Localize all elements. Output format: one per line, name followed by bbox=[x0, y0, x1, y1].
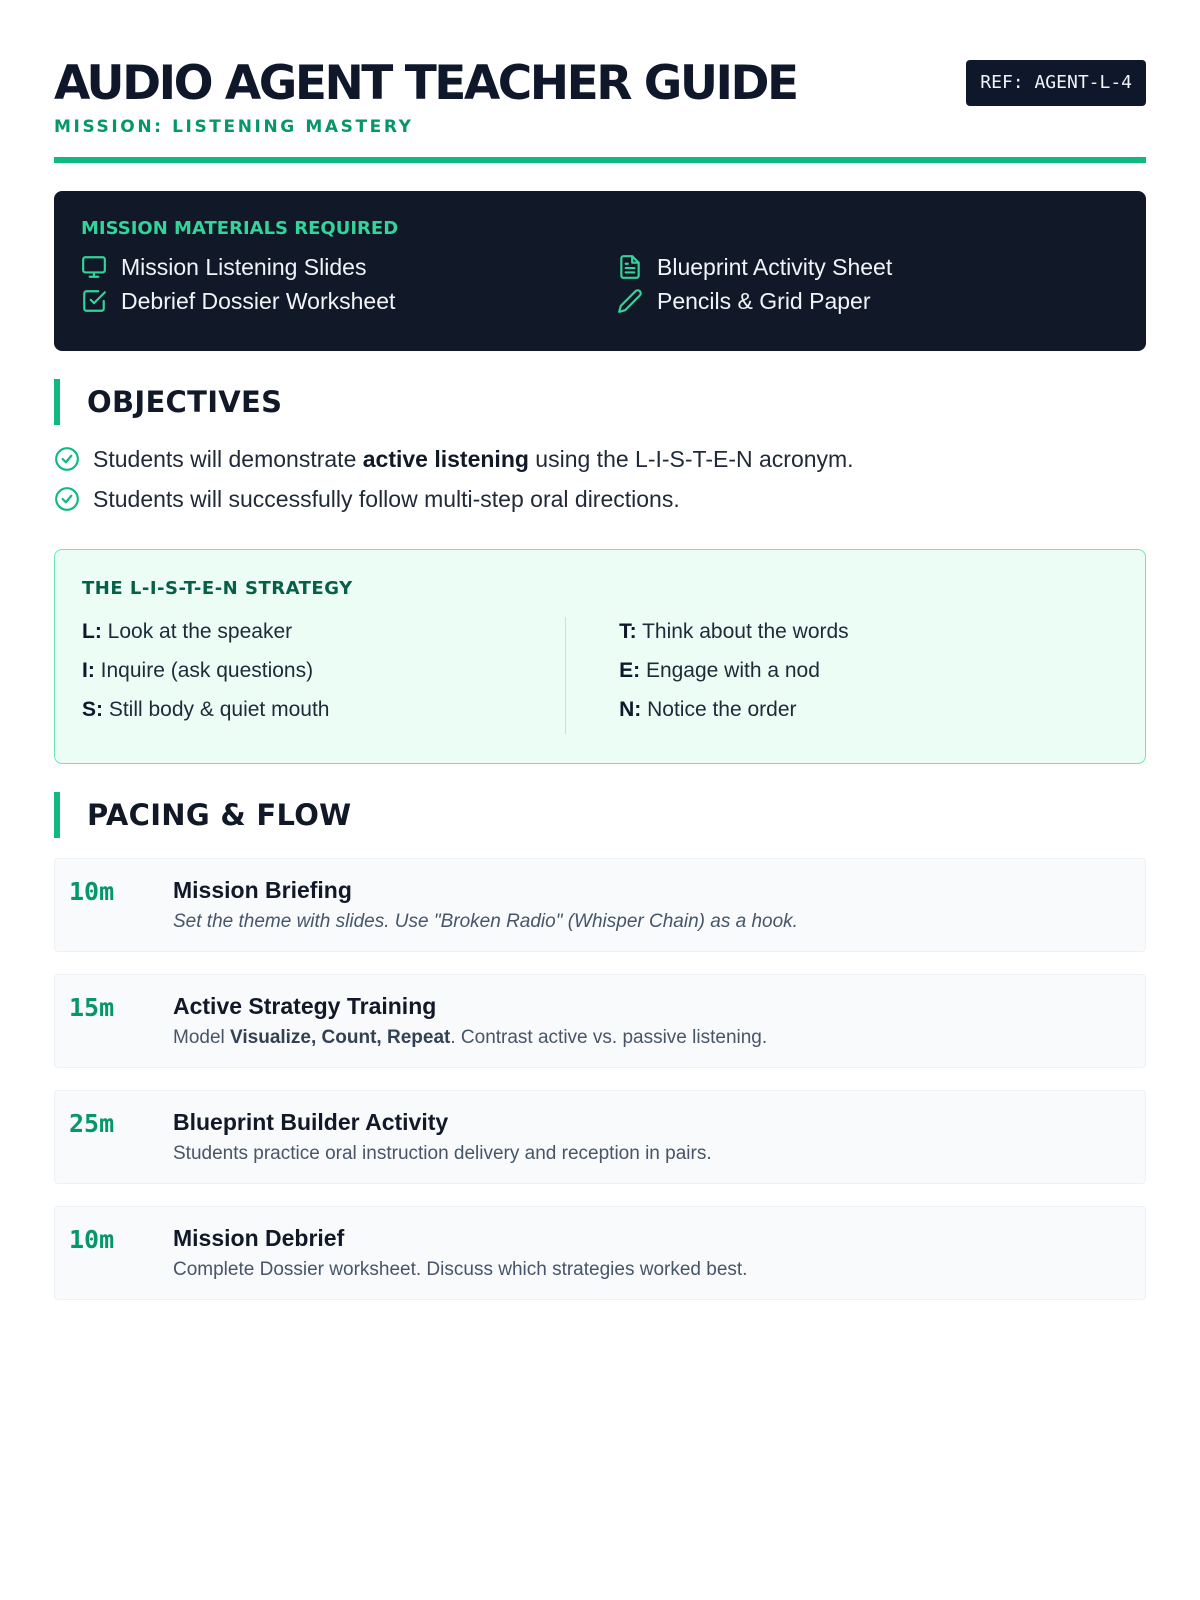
pacing-description: Set the theme with slides. Use "Broken Radio" (Whisper Chain) as a hook. bbox=[173, 911, 798, 932]
pacing-description: Model Visualize, Count, Repeat. Contrast active vs. passive listening. bbox=[173, 1027, 768, 1048]
material-label: Pencils & Grid Paper bbox=[657, 287, 871, 314]
pacing-item bbox=[54, 974, 1146, 1068]
page-subtitle: MISSION: LISTENING MASTERY bbox=[54, 117, 414, 137]
pencil-icon bbox=[617, 288, 643, 314]
objectives-heading: OBJECTIVES bbox=[87, 385, 283, 419]
objective-text: Students will successfully follow multi-step oral directions. bbox=[93, 485, 680, 512]
material-label: Mission Listening Slides bbox=[121, 253, 367, 280]
objective-text: Students will demonstrate active listening using the L-I-S-T-E-N acronym. bbox=[93, 445, 854, 472]
strategy-heading: THE L-I-S-T-E-N STRATEGY bbox=[82, 578, 353, 599]
strategy-item: I: Inquire (ask questions) bbox=[82, 659, 314, 682]
pacing-duration: 15m bbox=[69, 993, 115, 1022]
objective-item bbox=[54, 479, 1146, 519]
material-label: Debrief Dossier Worksheet bbox=[121, 287, 396, 314]
material-item bbox=[617, 287, 1117, 315]
pacing-item bbox=[54, 858, 1146, 952]
pacing-item bbox=[54, 1090, 1146, 1184]
objectives-section-header bbox=[54, 379, 1146, 425]
pacing-title: Mission Briefing bbox=[173, 877, 352, 903]
material-item bbox=[81, 287, 617, 315]
strategy-item: E: Engage with a nod bbox=[619, 659, 820, 682]
pacing-duration: 10m bbox=[69, 877, 115, 906]
checkbox-icon bbox=[81, 288, 107, 314]
check-circle-icon bbox=[54, 446, 80, 472]
guide-header bbox=[54, 56, 1146, 163]
strategy-item: N: Notice the order bbox=[619, 698, 797, 721]
materials-panel bbox=[54, 191, 1146, 351]
pacing-title: Blueprint Builder Activity bbox=[173, 1109, 449, 1135]
page-title: AUDIO AGENT TEACHER GUIDE bbox=[54, 56, 797, 111]
strategy-column-left bbox=[82, 617, 565, 734]
strategy-column-right bbox=[565, 617, 1118, 734]
materials-list bbox=[81, 253, 1119, 315]
pacing-title: Active Strategy Training bbox=[173, 993, 437, 1019]
reference-badge: REF: AGENT-L-4 bbox=[966, 60, 1146, 106]
pacing-heading: PACING & FLOW bbox=[87, 798, 352, 832]
materials-heading: MISSION MATERIALS REQUIRED bbox=[81, 218, 399, 239]
strategy-item: S: Still body & quiet mouth bbox=[82, 698, 330, 721]
pacing-description: Complete Dossier worksheet. Discuss which strategies worked best. bbox=[173, 1259, 748, 1280]
objective-item bbox=[54, 439, 1146, 479]
material-item bbox=[617, 253, 1117, 281]
pacing-list bbox=[54, 858, 1146, 1300]
file-text-icon bbox=[617, 254, 643, 280]
strategy-grid bbox=[82, 617, 1118, 734]
objectives-list bbox=[54, 439, 1146, 519]
material-item bbox=[81, 253, 617, 281]
strategy-item: T: Think about the words bbox=[619, 620, 849, 643]
check-circle-icon bbox=[54, 486, 80, 512]
strategy-item: L: Look at the speaker bbox=[82, 620, 293, 643]
listen-strategy-box bbox=[54, 549, 1146, 764]
pacing-item bbox=[54, 1206, 1146, 1300]
pacing-section-header bbox=[54, 792, 1146, 838]
pacing-title: Mission Debrief bbox=[173, 1225, 345, 1251]
pacing-duration: 10m bbox=[69, 1225, 115, 1254]
material-label: Blueprint Activity Sheet bbox=[657, 253, 893, 280]
pacing-duration: 25m bbox=[69, 1109, 115, 1138]
pacing-description: Students practice oral instruction delivery and reception in pairs. bbox=[173, 1143, 712, 1164]
monitor-icon bbox=[81, 254, 107, 280]
